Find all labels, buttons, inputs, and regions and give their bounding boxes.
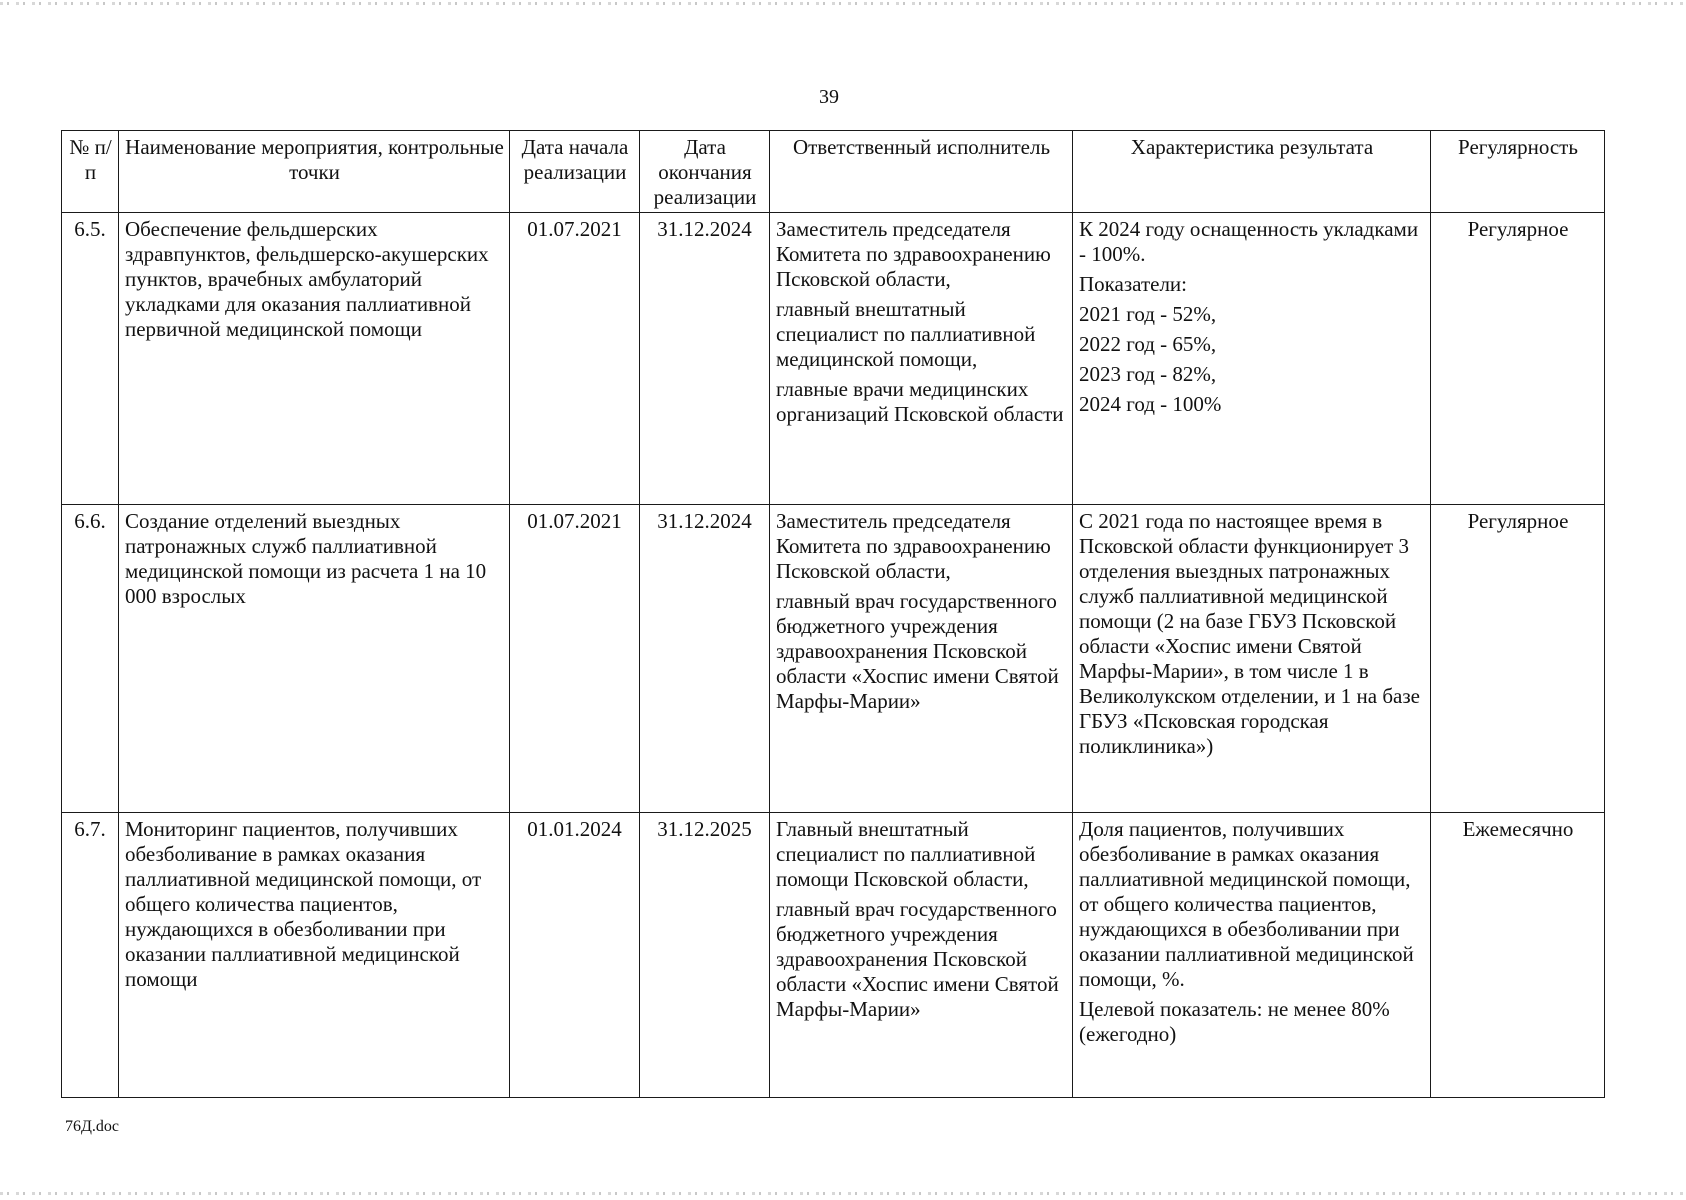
- header-num: № п/п: [62, 131, 119, 213]
- regularity: Ежемесячно: [1431, 813, 1605, 1098]
- row-number: 6.6.: [62, 505, 119, 813]
- start-date: 01.07.2021: [510, 505, 640, 813]
- result-cell: [1073, 505, 1431, 813]
- row-number: 6.7.: [62, 813, 119, 1098]
- header-name: Наименование мероприятия, контрольные точки: [119, 131, 510, 213]
- result-line: К 2024 году оснащенность укладками - 100%.: [1079, 217, 1419, 266]
- page-number: 39: [819, 86, 839, 108]
- responsible-cell: [770, 505, 1073, 813]
- result-line: С 2021 года по настоящее время в Псковской области функционирует 3 отделения выездных патронажных служб паллиативной медицинской помощи (2 на базе ГБУЗ Псковской области «Хоспис имени Святой Марфы-Марии», в том числе 1 в Великолукском отделении, и 1 на базе ГБУЗ «Псковская городская поликлиника»): [1079, 509, 1420, 758]
- table-header-row: [62, 131, 1605, 213]
- document-filename: 76Д.doc: [65, 1118, 120, 1135]
- header-regularity: Регулярность: [1431, 131, 1605, 213]
- activity-name: Мониторинг пациентов, получивших обезболивание в рамках оказания паллиативной медицинской помощи, от общего количества пациентов, нуждающихся в обезболивании при оказании паллиативной медицинской помощи: [119, 813, 510, 1098]
- header-responsible: Ответственный исполнитель: [770, 131, 1073, 213]
- table-row: [62, 213, 1605, 505]
- responsible-line: главный врач государственного бюджетного учреждения здравоохранения Псковской области «Хоспис имени Святой Марфы-Марии»: [776, 897, 1059, 1021]
- responsible-cell: [770, 813, 1073, 1098]
- activity-name: Обеспечение фельдшерских здравпунктов, фельдшерско-акушерских пунктов, врачебных амбулаторий укладками для оказания паллиативной первичной медицинской помощи: [119, 213, 510, 505]
- responsible-line: Заместитель председателя Комитета по здравоохранению Псковской области,: [776, 509, 1051, 583]
- table-row: [62, 813, 1605, 1098]
- header-result: Характеристика результата: [1073, 131, 1431, 213]
- result-line: Целевой показатель: не менее 80% (ежегодно): [1079, 997, 1390, 1046]
- start-date: 01.07.2021: [510, 213, 640, 505]
- result-line: 2024 год - 100%: [1079, 392, 1222, 416]
- responsible-line: Главный внештатный специалист по паллиативной помощи Псковской области,: [776, 817, 1036, 891]
- header-start-date: Дата начала реализации: [510, 131, 640, 213]
- row-number: 6.5.: [62, 213, 119, 505]
- responsible-line: главный внештатный специалист по паллиативной медицинской помощи,: [776, 297, 1036, 371]
- result-line: Доля пациентов, получивших обезболивание в рамках оказания паллиативной медицинской помощи, от общего количества пациентов, нуждающихся в обезболивании при оказании паллиативной медицинской помощи, %.: [1079, 817, 1414, 991]
- activities-table: [61, 130, 1605, 1098]
- header-end-date: Дата окончания реализации: [640, 131, 770, 213]
- end-date: 31.12.2025: [640, 813, 770, 1098]
- result-cell: [1073, 213, 1431, 505]
- regularity: Регулярное: [1431, 505, 1605, 813]
- end-date: 31.12.2024: [640, 505, 770, 813]
- responsible-line: главный врач государственного бюджетного учреждения здравоохранения Псковской области «Хоспис имени Святой Марфы-Марии»: [776, 589, 1059, 713]
- table-row: [62, 505, 1605, 813]
- responsible-line: Заместитель председателя Комитета по здравоохранению Псковской области,: [776, 217, 1051, 291]
- activity-name: Создание отделений выездных патронажных служб паллиативной медицинской помощи из расчета 1 на 10 000 взрослых: [119, 505, 510, 813]
- scan-bottom-edge: [0, 1192, 1686, 1195]
- scan-top-edge: [0, 2, 1686, 5]
- regularity: Регулярное: [1431, 213, 1605, 505]
- start-date: 01.01.2024: [510, 813, 640, 1098]
- result-line: Показатели:: [1079, 272, 1187, 296]
- result-line: 2023 год - 82%,: [1079, 362, 1217, 386]
- responsible-line: главные врачи медицинских организаций Псковской области: [776, 377, 1064, 426]
- result-line: 2022 год - 65%,: [1079, 332, 1217, 356]
- result-line: 2021 год - 52%,: [1079, 302, 1217, 326]
- result-cell: [1073, 813, 1431, 1098]
- responsible-cell: [770, 213, 1073, 505]
- end-date: 31.12.2024: [640, 213, 770, 505]
